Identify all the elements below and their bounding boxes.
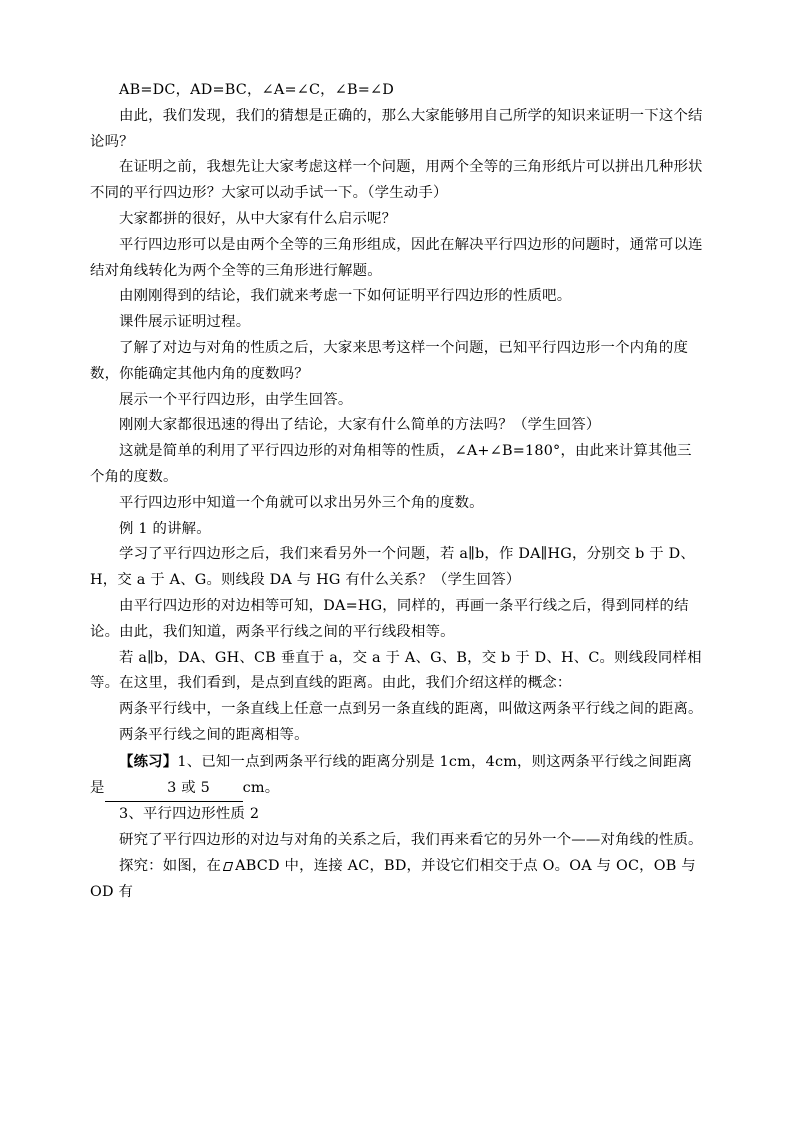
paragraph-11: 这就是简单的利用了平行四边形的对角相等的性质，∠A+∠B=180°，由此来计算其他三个角的度数。 <box>90 443 692 485</box>
paragraph-2: 由此，我们发现，我们的猜想是正确的，那么大家能够用自己所学的知识来证明一下这个结论吗？ <box>90 107 703 150</box>
paragraph-5: 平行四边形可以是由两个全等的三角形组成，因此在解决平行四边形的问题时，通常可以连结对角线转化为两个全等的三角形进行解题。 <box>90 236 703 279</box>
exercise-text: 1、已知一点到两条平行线的距离分别是 1cm，4cm，则这两条平行线之间距离是 <box>90 753 693 796</box>
paragraph-12: 平行四边形中知道一个角就可以求出另外三个角的度数。 <box>119 494 484 511</box>
paragraph-15: 由平行四边形的对边相等可知，DA=HG，同样的，再画一条平行线之后，得到同样的结论。由此，我们知道，两条平行线之间的平行线段相等。 <box>90 597 689 640</box>
explore-prefix: 探究：如图，在 <box>119 857 222 874</box>
answer-blank-lead <box>105 776 135 803</box>
paragraph-7: 课件展示证明过程。 <box>119 314 251 331</box>
exercise-unit: cm。 <box>242 779 280 796</box>
paragraph-16: 若 a∥b，DA、GH、CB 垂直于 a，交 a 于 A、G、B，交 b 于 D、H、C。则线段同样相等。在这里，我们看到，是点到直线的距离。由此，我们介绍这样的概念： <box>90 649 702 692</box>
paragraph-18: 两条平行线之间的距离相等。 <box>119 726 309 743</box>
parallelogram-icon <box>223 862 233 871</box>
paragraph-3: 在证明之前，我想先让大家考虑这样一个问题，用两个全等的三角形纸片可以拼出几种形状不同的平行四边形？大家可以动手试一下。（学生动手） <box>90 159 703 202</box>
answer-blank: 3 或 5 <box>135 776 243 803</box>
exercise-paragraph <box>90 749 706 803</box>
paragraph-17: 两条平行线中，一条直线上任意一点到另一条直线的距离，叫做这两条平行线之间的距离。 <box>119 701 703 718</box>
paragraph-6: 由刚刚得到的结论，我们就来考虑一下如何证明平行四边形的性质吧。 <box>119 288 572 305</box>
paragraph-8: 了解了对边与对角的性质之后，大家来思考这样一个问题，已知平行四边形一个内角的度数，你能确定其他内角的度数吗？ <box>90 339 689 382</box>
paragraph-9: 展示一个平行四边形，由学生回答。 <box>119 391 353 408</box>
paragraph-14: 学习了平行四边形之后，我们来看另外一个问题，若 a∥b，作 DA∥HG，分别交 b 于 D、H，交 a 于 A、G。则线段 DA 与 HG 有什么关系？（学生回答） <box>90 546 695 589</box>
exercise-label: 【练习】 <box>119 752 178 770</box>
document-body <box>90 78 706 906</box>
explore-shape: ABCD <box>235 857 280 874</box>
paragraph-13: 例 1 的讲解。 <box>119 520 211 537</box>
paragraph-1: AB=DC，AD=BC，∠A=∠C，∠B=∠D <box>119 82 395 98</box>
section-intro: 研究了平行四边形的对边与对角的关系之后，我们再来看它的另外一个——对角线的性质。 <box>119 832 703 849</box>
explore-suffix: 中，连接 AC，BD，并设它们相交于点 O。OA 与 OC，OB 与 OD 有 <box>90 857 696 900</box>
section-title: 3、平行四边形性质 2 <box>119 806 260 823</box>
explore-paragraph <box>90 854 706 906</box>
paragraph-10: 刚刚大家都很迅速的得出了结论，大家有什么简单的方法吗？（学生回答） <box>119 417 601 434</box>
paragraph-4: 大家都拼的很好，从中大家有什么启示呢？ <box>119 210 397 227</box>
